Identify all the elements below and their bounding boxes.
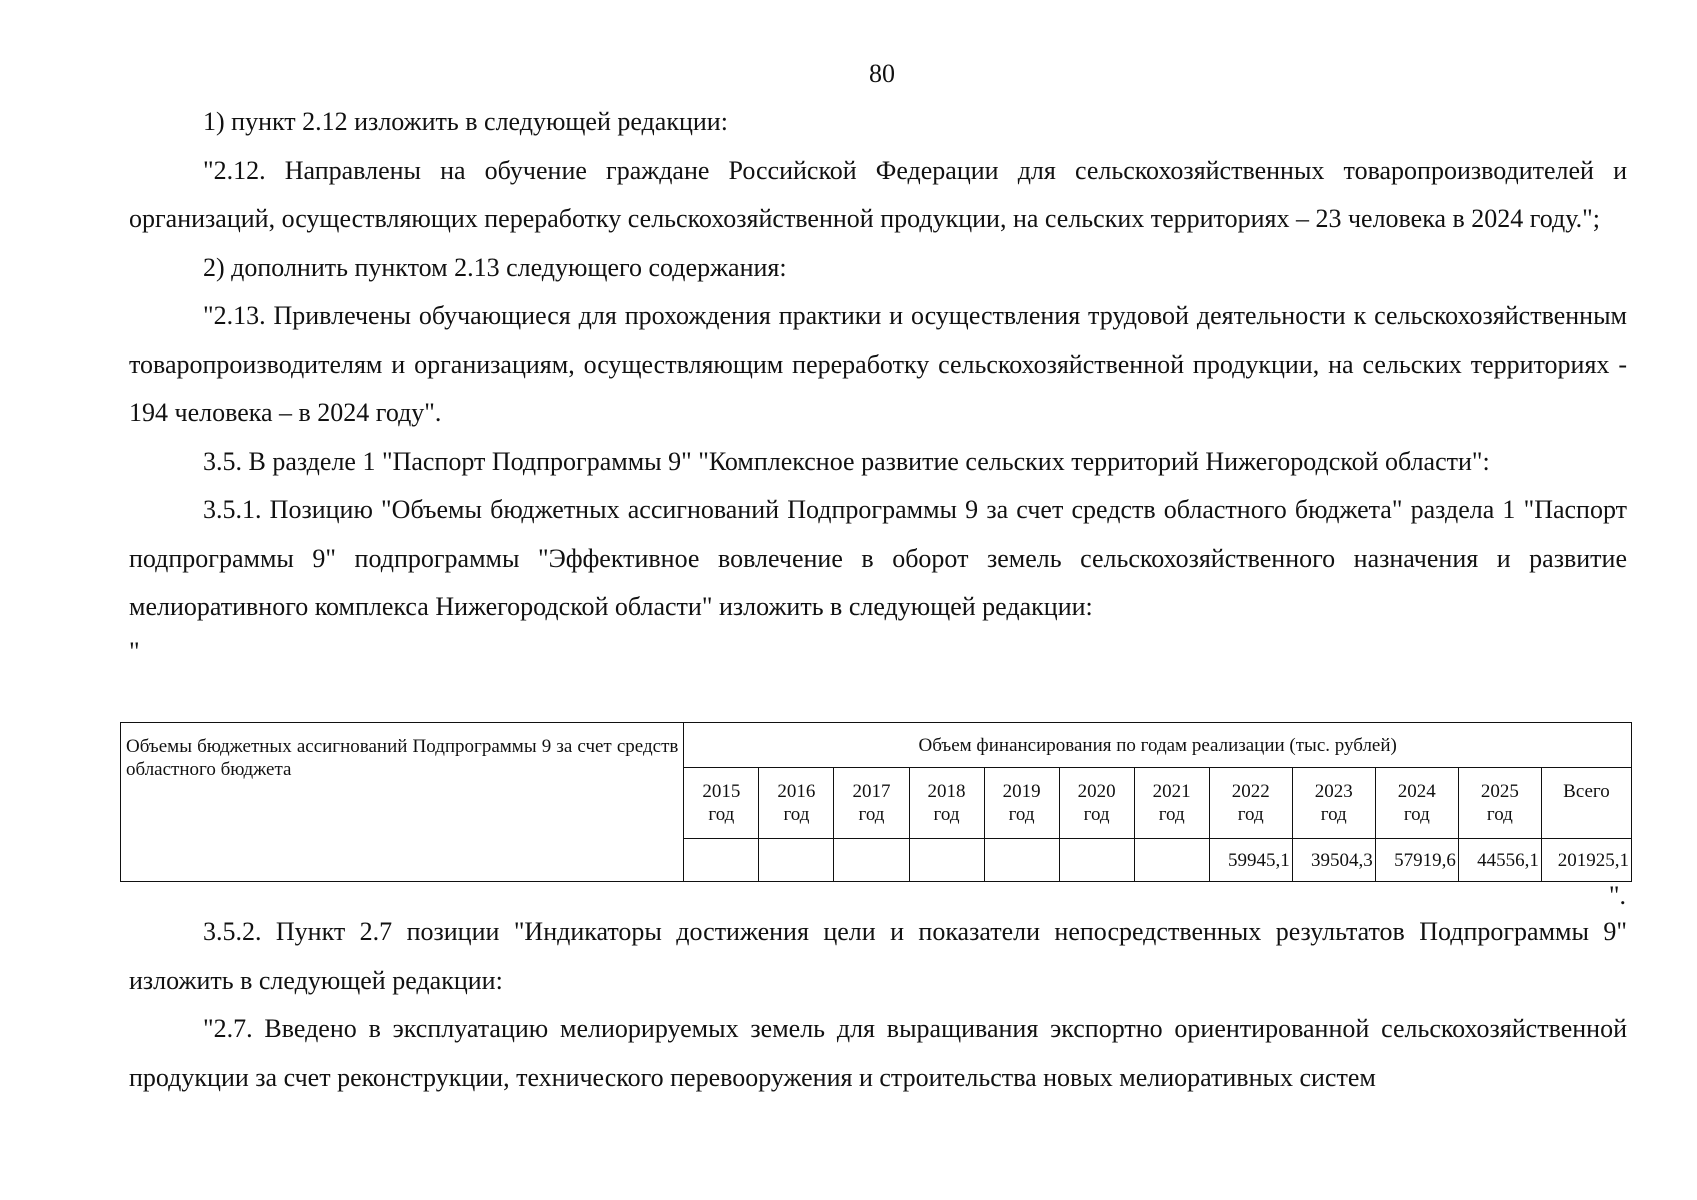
page-number: 80 xyxy=(869,59,895,88)
paragraph-item-1: 1) пункт 2.12 изложить в следующей редакции: xyxy=(203,107,728,136)
document-body-bottom xyxy=(129,908,1627,1102)
year-cell-2018: 2018 год xyxy=(909,768,984,839)
year-cell-2022: 2022 год xyxy=(1209,768,1292,839)
year-cell-2019: 2019 год xyxy=(984,768,1059,839)
paragraph-section-3-5-1: 3.5.1. Позицию "Объемы бюджетных ассигнований Подпрограммы 9 за счет средств областного бюджета" раздела 1 "Паспорт подпрограммы 9" подпрограммы "Эффективное вовлечение в оборот земель сельскохозяйственного назначения и развитие мелиоративного комплекса Нижегородской области" изложить в следующей редакции: xyxy=(129,495,1627,621)
close-quote-mark: ". xyxy=(1608,881,1626,910)
year-cell-2020: 2020 год xyxy=(1059,768,1134,839)
paragraph-item-2-13: "2.13. Привлечены обучающиеся для прохождения практики и осуществления трудовой деятельности к сельскохозяйственным товаропроизводителям и организациям, осуществляющим переработку сельскохозяйственной продукции, на сельских территориях - 194 человека – в 2024 году". xyxy=(129,301,1627,427)
year-cell-total: Всего xyxy=(1541,768,1631,839)
paragraph-section-3-5-2: 3.5.2. Пункт 2.7 позиции "Индикаторы достижения цели и показатели непосредственных результатов Подпрограммы 9" изложить в следующей редакции: xyxy=(129,917,1627,995)
value-cell-2025: 44556,1 xyxy=(1458,839,1541,882)
value-cell-2020 xyxy=(1059,839,1134,882)
value-cell-2018 xyxy=(909,839,984,882)
year-cell-2017: 2017 год xyxy=(834,768,909,839)
value-cell-2024: 57919,6 xyxy=(1375,839,1458,882)
value-cell-2019 xyxy=(984,839,1059,882)
value-cell-total: 201925,1 xyxy=(1541,839,1631,882)
paragraph-section-3-5: 3.5. В разделе 1 "Паспорт Подпрограммы 9" "Комплексное развитие сельских территорий Нижегородской области": xyxy=(203,446,1490,476)
year-cell-2025: 2025 год xyxy=(1458,768,1541,839)
year-cell-2016: 2016 год xyxy=(759,768,834,839)
value-cell-2017 xyxy=(834,839,909,882)
document-body-top xyxy=(129,98,1627,672)
year-cell-2015: 2015 год xyxy=(684,768,759,839)
value-cell-2015 xyxy=(684,839,759,882)
paragraph-item-2-7: "2.7. Введено в эксплуатацию мелиорируемых земель для выращивания экспортно ориентированной сельскохозяйственной продукции за счет реконструкции, технического перевооружения и строительства новых мелиоративных систем xyxy=(129,1014,1627,1092)
value-cell-2016 xyxy=(759,839,834,882)
value-cell-2022: 59945,1 xyxy=(1209,839,1292,882)
year-cell-2021: 2021 год xyxy=(1134,768,1209,839)
value-cell-2021 xyxy=(1134,839,1209,882)
table-header-financing: Объем финансирования по годам реализации (тыс. рублей) xyxy=(684,723,1632,768)
paragraph-item-2-12: "2.12. Направлены на обучение граждане Российской Федерации для сельскохозяйственных товаропроизводителей и организаций, осуществляющих переработку сельскохозяйственной продукции, на сельских территориях – 23 человека в 2024 году."; xyxy=(129,155,1627,233)
table-label-cell: Объемы бюджетных ассигнований Подпрограммы 9 за счет средств областного бюджета xyxy=(121,723,684,882)
value-cell-2023: 39504,3 xyxy=(1292,839,1375,882)
paragraph-item-2: 2) дополнить пунктом 2.13 следующего содержания: xyxy=(203,252,787,282)
financing-table xyxy=(120,722,1632,882)
year-cell-2024: 2024 год xyxy=(1375,768,1458,839)
year-cell-2023: 2023 год xyxy=(1292,768,1375,839)
open-quote-mark: " xyxy=(129,636,140,666)
